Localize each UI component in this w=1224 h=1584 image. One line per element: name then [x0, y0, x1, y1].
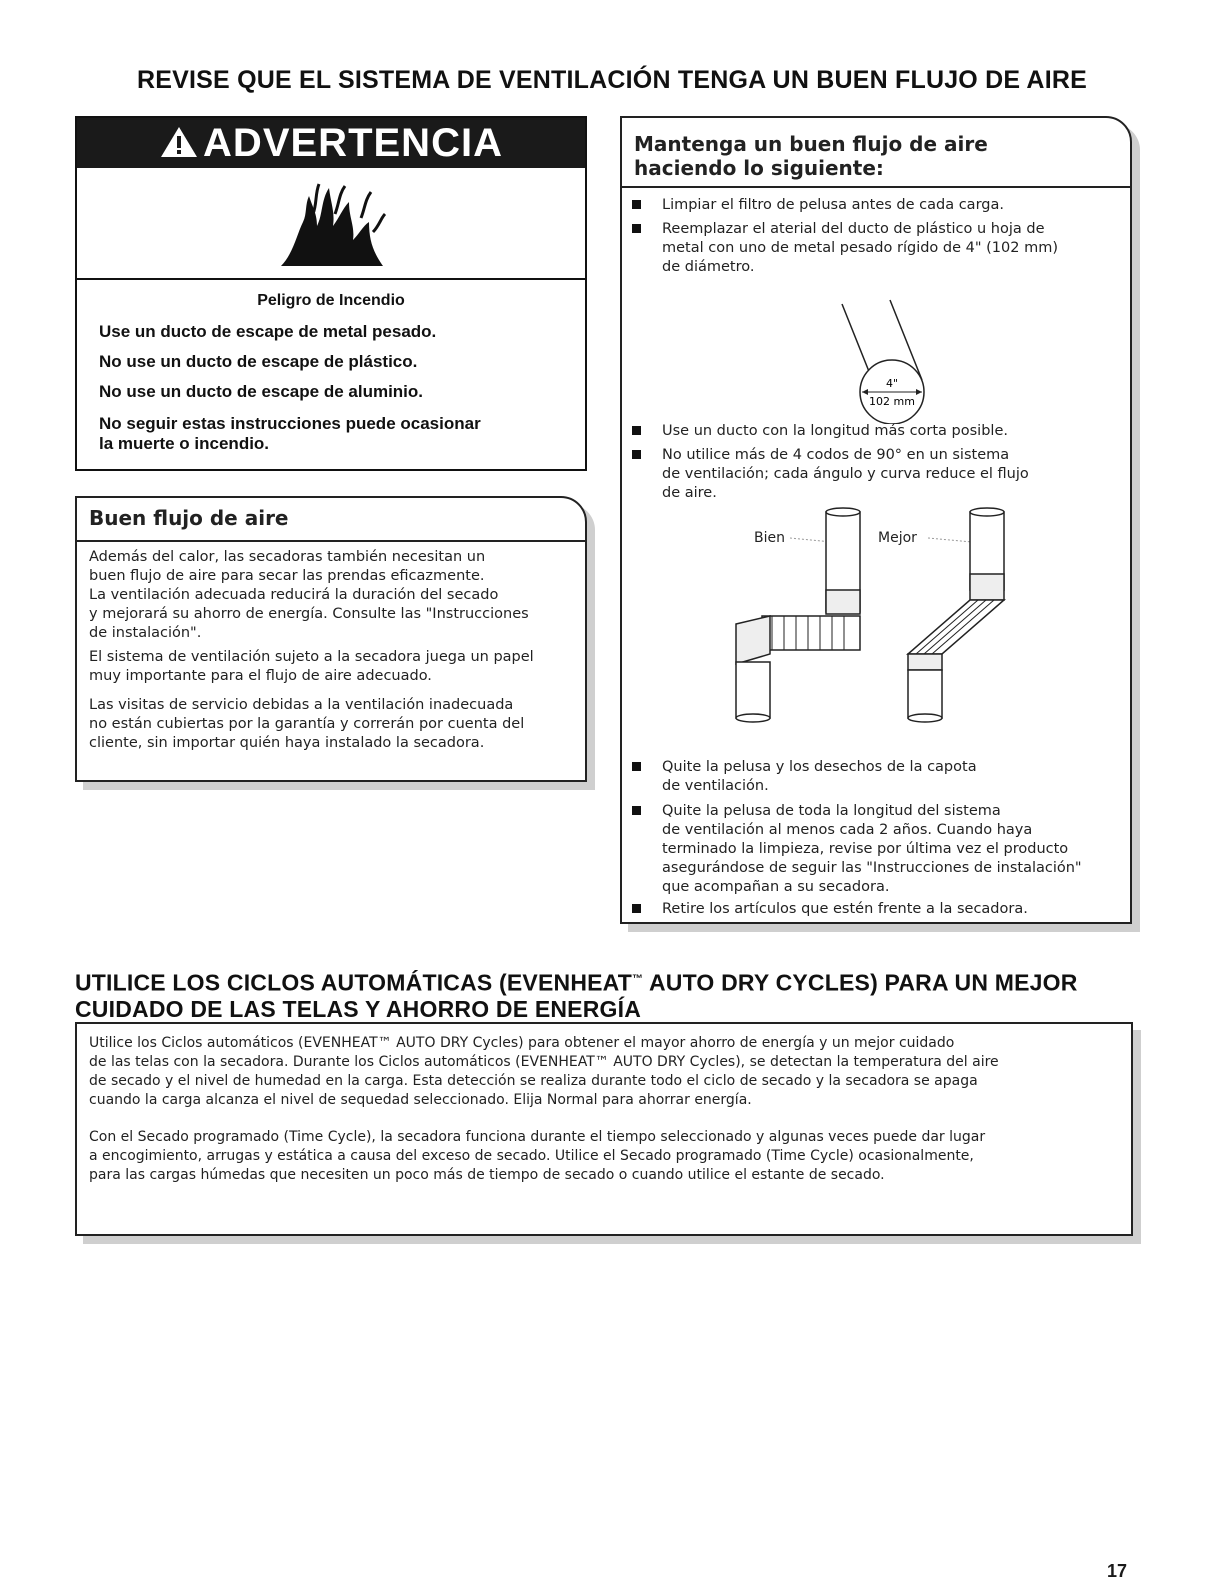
list-item: No utilice más de 4 codos de 90° en un sistema de ventilación; cada ángulo y curva reduce el flujo de aire. [662, 447, 1029, 501]
fire-icon-area [77, 168, 585, 280]
fire-icon [273, 174, 393, 274]
airflow-panel [75, 496, 587, 782]
divider [622, 186, 1130, 188]
auto-dry-panel [75, 1022, 1133, 1236]
section-title-auto-dry: UTILICE LOS CICLOS AUTOMÁTICAS (EVENHEAT™ AUTO DRY CYCLES) PARA UN MEJOR CUIDADO DE LAS TELAS Y AHORRO DE ENERGÍA [75, 969, 1078, 1022]
warning-line: Use un ducto de escape de metal pesado. [99, 322, 437, 341]
page-number: 17 [1106, 1561, 1127, 1581]
bullet-icon [632, 806, 641, 815]
tips-panel [620, 116, 1132, 924]
warning-banner-text: ADVERTENCIA [203, 121, 503, 165]
warning-line: la muerte o incendio. [99, 434, 270, 453]
warning-banner [77, 118, 585, 168]
duct-label-mm: 102 mm [869, 395, 915, 408]
bullet-icon [632, 904, 641, 913]
duct-elbow-diagram [722, 504, 1022, 734]
hazard-title: Peligro de Incendio [257, 292, 405, 309]
divider [77, 540, 585, 542]
warning-line: No use un ducto de escape de aluminio. [99, 382, 424, 401]
bullet-icon [632, 200, 641, 209]
auto-dry-paragraph: Utilice los Ciclos automáticos (EVENHEAT™ AUTO DRY Cycles) para obtener el mayor ahorro de energía y un mejor cuidado de las telas con la secadora. Durante los Ciclos automáticos (EVENHEAT™ AUTO DRY Cycles), se detectan la temperatura del aire de secado y el nivel de humedad en la carga. Esta detección se realiza durante todo el ciclo de secado y la secadora se apaga cuando la carga alcanza el nivel de sequedad seleccionado. Elija Normal para ahorrar energía. [89, 1035, 999, 1108]
warning-line: No use un ducto de escape de plástico. [99, 352, 418, 371]
bullet-icon [632, 426, 641, 435]
bullet-icon [632, 450, 641, 459]
bullet-icon [632, 762, 641, 771]
duct-label-inches: 4" [885, 377, 899, 390]
section-title-ventilation: REVISE QUE EL SISTEMA DE VENTILACIÓN TENGA UN BUEN FLUJO DE AIRE [137, 66, 1087, 94]
warning-line: No seguir estas instrucciones puede ocasionar [99, 414, 481, 433]
list-item: Reemplazar el aterial del ducto de plástico u hoja de metal con uno de metal pesado rígido de 4" (102 mm) de diámetro. [662, 221, 1058, 275]
list-item: Limpiar el filtro de pelusa antes de cada carga. [662, 197, 1004, 213]
list-item: Quite la pelusa y los desechos de la capota de ventilación. [662, 759, 977, 794]
warning-box [75, 116, 587, 471]
airflow-paragraph: El sistema de ventilación sujeto a la secadora juega un papel muy importante para el flujo de aire adecuado. [89, 649, 534, 684]
list-item: Use un ducto con la longitud más corta posible. [662, 423, 1008, 439]
auto-dry-paragraph: Con el Secado programado (Time Cycle), la secadora funciona durante el tiempo seleccionado y algunas veces puede dar lugar a encogimiento, arrugas y estática a causa del exceso de secado. Utilice el Secado programado (Time Cycle) ocasionalmente, para las cargas húmedas que necesiten un poco más de tiempo de secado o cuando utilice el estante de secado. [89, 1129, 986, 1183]
tips-heading: Mantenga un buen flujo de aire haciendo lo siguiente: [634, 132, 988, 180]
list-item: Quite la pelusa de toda la longitud del sistema de ventilación al menos cada 2 años. Cuando haya terminado la limpieza, revise por última vez el producto asegurándose de seguir las "Instrucciones de instalación" que acompañan a su secadora. [662, 803, 1082, 895]
list-item: Retire los artículos que estén frente a la secadora. [662, 901, 1028, 917]
airflow-paragraph: Las visitas de servicio debidas a la ventilación inadecuada no están cubiertas por la garantía y correrán por cuenta del cliente, sin importar quién haya instalado la secadora. [89, 697, 525, 751]
warning-triangle-icon [159, 125, 199, 159]
airflow-paragraph: Además del calor, las secadoras también necesitan un buen flujo de aire para secar las prendas eficazmente. La ventilación adecuada reducirá la duración del secado y mejorará su ahorro de energía. Consulte las "Instrucciones de instalación". [89, 549, 529, 641]
airflow-panel-heading: Buen flujo de aire [89, 506, 289, 530]
label-good: Bien [754, 530, 785, 546]
label-better: Mejor [878, 530, 917, 546]
duct-diameter-diagram [822, 294, 962, 424]
bullet-icon [632, 224, 641, 233]
